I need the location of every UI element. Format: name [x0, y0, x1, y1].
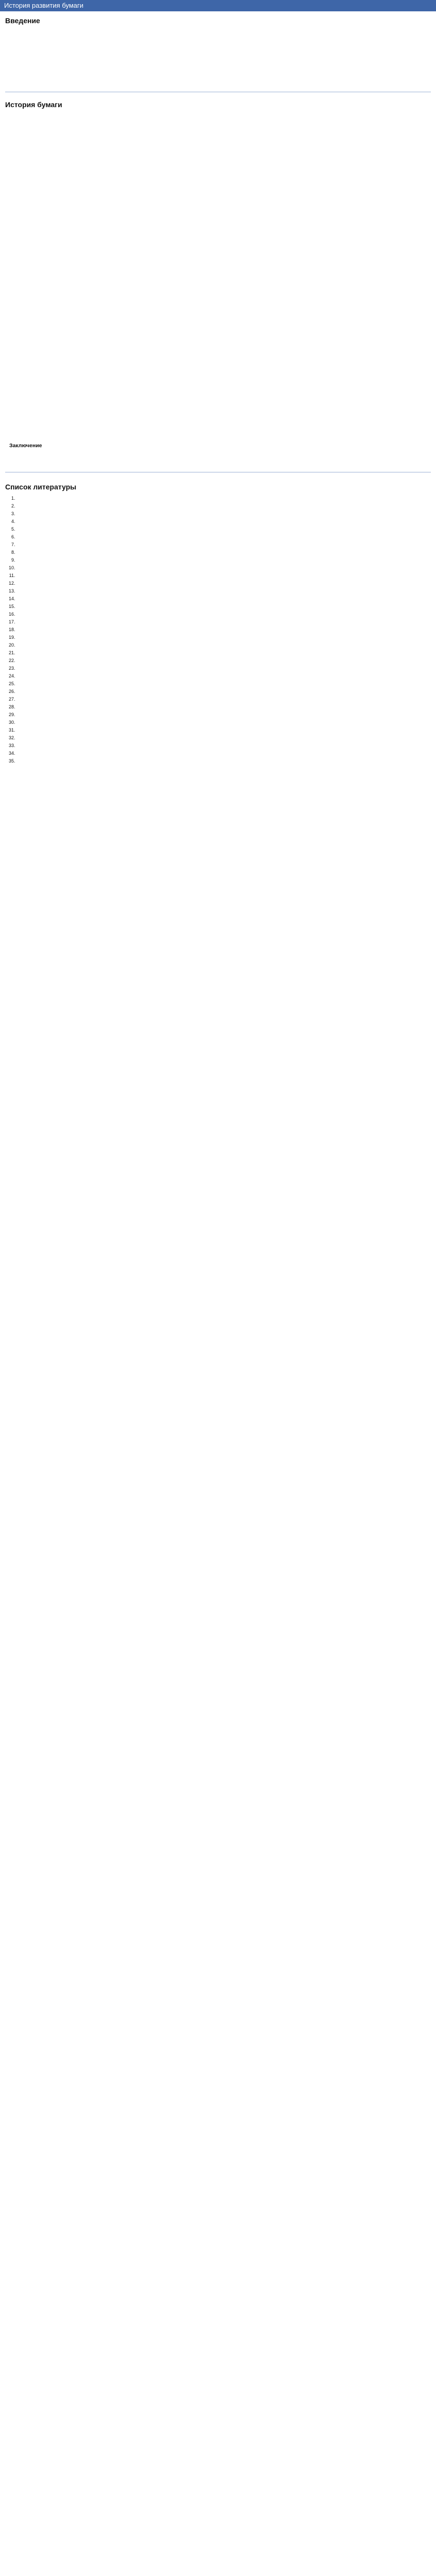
- bibliography-item: [16, 650, 431, 656]
- history-paragraph: [5, 182, 431, 188]
- bibliography-item: [16, 495, 431, 501]
- bibliography-item: [16, 673, 431, 679]
- page-header-bar: [0, 0, 436, 11]
- history-paragraph: [5, 199, 431, 206]
- intro-paragraph: [5, 28, 431, 34]
- bibliography-item: [16, 619, 431, 625]
- history-paragraph: [5, 410, 431, 416]
- bibliography-item: [16, 665, 431, 671]
- bibliography-item: [16, 735, 431, 741]
- history-paragraph: [5, 112, 431, 118]
- history-paragraph: [5, 278, 431, 284]
- bibliography-item: [16, 557, 431, 563]
- history-paragraph: [5, 331, 431, 337]
- history-paragraph: [5, 138, 431, 144]
- bibliography-item: [16, 603, 431, 609]
- bibliography-item: [16, 549, 431, 555]
- bibliography-item: [16, 696, 431, 702]
- history-paragraph: [5, 234, 431, 241]
- history-paragraph: [5, 217, 431, 223]
- intro-paragraph: [5, 45, 431, 52]
- bibliography-item: [16, 565, 431, 571]
- history-paragraph: [5, 191, 431, 197]
- conclusion-heading: Заключение: [9, 443, 42, 449]
- bibliography-list: [5, 495, 431, 764]
- history-paragraph: [5, 322, 431, 328]
- history-paragraph: [5, 226, 431, 232]
- history-paragraph: [5, 296, 431, 302]
- bibliography-item: [16, 518, 431, 524]
- bibliography-item: [16, 758, 431, 764]
- bibliography-item: [16, 588, 431, 594]
- intro-paragraph: [5, 72, 431, 78]
- history-paragraph: [5, 129, 431, 135]
- bibliography-item: [16, 596, 431, 602]
- bibliography-item: [16, 572, 431, 579]
- document-page: [0, 0, 436, 786]
- bibliography-item: [16, 727, 431, 733]
- history-paragraph: [5, 375, 431, 381]
- history-paragraph: [5, 357, 431, 363]
- bibliography-item: [16, 511, 431, 517]
- history-paragraph: [5, 287, 431, 293]
- intro-section: [5, 28, 431, 87]
- bibliography-item: [16, 534, 431, 540]
- bibliography-item: [16, 526, 431, 532]
- history-heading: История бумаги: [5, 100, 62, 109]
- bibliography-item: [16, 580, 431, 586]
- bibliography-item: [16, 704, 431, 710]
- history-paragraph: [5, 269, 431, 276]
- history-paragraph: [5, 348, 431, 354]
- bibliography-item: [16, 711, 431, 718]
- history-paragraph: [5, 383, 431, 389]
- conclusion-paragraph: [5, 452, 431, 458]
- history-paragraph: [5, 304, 431, 311]
- history-paragraph: [5, 418, 431, 425]
- history-paragraph: [5, 208, 431, 214]
- conclusion-paragraph: [5, 461, 431, 467]
- history-paragraph: [5, 252, 431, 258]
- history-paragraph: [5, 427, 431, 433]
- intro-paragraph: [5, 54, 431, 60]
- history-paragraph: [5, 366, 431, 372]
- history-paragraph: [5, 261, 431, 267]
- bibliography-item: [16, 642, 431, 648]
- bibliography-item: [16, 742, 431, 749]
- history-paragraph: [5, 121, 431, 127]
- intro-paragraph: [5, 63, 431, 69]
- history-paragraph: [5, 340, 431, 346]
- history-paragraph: [5, 164, 431, 171]
- history-paragraph: [5, 392, 431, 398]
- bibliography-item: [16, 626, 431, 633]
- intro-paragraph: [5, 80, 431, 87]
- bibliography-item: [16, 719, 431, 725]
- bibliography-item: [16, 611, 431, 617]
- bibliography-item: [16, 657, 431, 664]
- page-title: История развития бумаги: [4, 2, 84, 9]
- history-section: [5, 112, 431, 433]
- bibliography-item: [16, 541, 431, 548]
- history-paragraph: [5, 401, 431, 407]
- bibliography-item: [16, 681, 431, 687]
- history-paragraph: [5, 173, 431, 179]
- history-paragraph: [5, 147, 431, 153]
- bibliography-heading: Список литературы: [5, 483, 77, 491]
- bibliography-item: [16, 634, 431, 640]
- history-paragraph: [5, 243, 431, 249]
- bibliography-item: [16, 503, 431, 509]
- bibliography-item: [16, 688, 431, 694]
- bibliography-item: [16, 750, 431, 756]
- history-paragraph: [5, 313, 431, 319]
- intro-heading: Введение: [5, 16, 40, 25]
- intro-paragraph: [5, 37, 431, 43]
- conclusion-section: [5, 443, 431, 467]
- document-content: [0, 11, 436, 786]
- history-paragraph: [5, 156, 431, 162]
